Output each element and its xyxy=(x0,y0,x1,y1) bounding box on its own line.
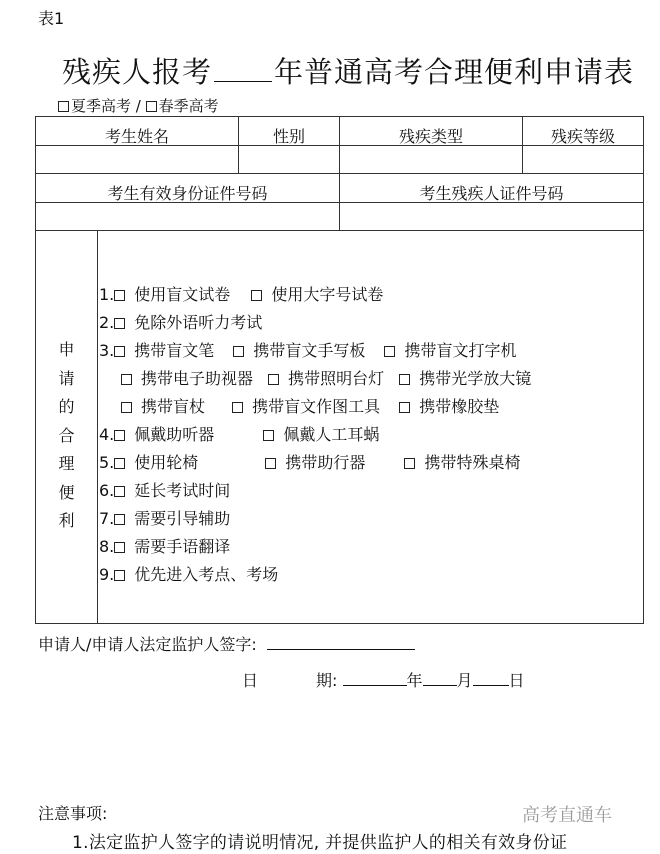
option-label: 携带盲文手写板 xyxy=(253,341,366,360)
option-label: 携带助行器 xyxy=(285,453,366,472)
table-border-bottom xyxy=(35,623,644,624)
option-label: 佩戴人工耳蜗 xyxy=(283,425,380,444)
option-label: 需要手语翻译 xyxy=(134,537,231,556)
option-label: 使用盲文试卷 xyxy=(134,285,231,304)
title-suffix: 年普通高考合理便利申请表 xyxy=(274,55,635,89)
disability-cert-field[interactable] xyxy=(340,203,643,230)
signature-label: 申请人/申请人法定监护人签字: xyxy=(38,635,257,654)
option-row-8 xyxy=(99,534,230,557)
checkbox[interactable] xyxy=(114,430,125,441)
section-label-char: 理 xyxy=(58,454,75,473)
col-divider xyxy=(97,230,98,623)
summer-label: 夏季高考 xyxy=(71,97,132,115)
checkbox[interactable] xyxy=(114,486,125,497)
option-label: 免除外语听力考试 xyxy=(134,313,263,332)
checkbox[interactable] xyxy=(114,542,125,553)
year-label: 年 xyxy=(406,671,423,690)
month-label: 月 xyxy=(456,671,473,690)
header-disability-type: 残疾类型 xyxy=(398,127,463,146)
header-disability-cert-number: 考生残疾人证件号码 xyxy=(419,184,564,203)
checkbox[interactable] xyxy=(114,514,125,525)
signature-row xyxy=(38,632,415,655)
option-number: 7. xyxy=(99,509,115,528)
option-row-3 xyxy=(99,338,517,361)
option-label: 需要引导辅助 xyxy=(134,509,231,528)
notes-heading: 注意事项: xyxy=(38,804,108,823)
day-label: 日 xyxy=(508,671,525,690)
section-label-char: 合 xyxy=(58,425,75,445)
option-label: 佩戴助听器 xyxy=(134,425,215,444)
spring-checkbox[interactable] xyxy=(146,101,157,112)
option-number: 3. xyxy=(99,341,115,360)
day-field[interactable] xyxy=(473,671,509,686)
checkbox[interactable] xyxy=(268,374,279,385)
gender-field[interactable] xyxy=(239,146,339,173)
section-label-char: 的 xyxy=(58,397,75,416)
id-number-field[interactable] xyxy=(36,203,339,230)
option-row-4 xyxy=(99,422,379,445)
date-row xyxy=(242,668,525,691)
option-label: 携带电子助视器 xyxy=(141,369,254,388)
section-label-char: 利 xyxy=(58,511,75,530)
option-row-3c xyxy=(121,394,499,417)
option-number: 9. xyxy=(99,565,115,584)
checkbox[interactable] xyxy=(251,290,262,301)
disability-type-field[interactable] xyxy=(340,146,522,173)
date-label-char: 日 xyxy=(242,671,259,690)
option-row-5 xyxy=(99,450,521,473)
checkbox[interactable] xyxy=(233,346,244,357)
option-label: 携带橡胶垫 xyxy=(419,397,500,416)
option-label: 携带盲杖 xyxy=(141,397,206,416)
table-number-label: 表1 xyxy=(38,9,65,28)
option-row-2 xyxy=(99,310,262,333)
title-prefix: 残疾人报考 xyxy=(62,55,213,89)
season-separator: / xyxy=(131,97,146,115)
checkbox[interactable] xyxy=(114,458,125,469)
checkbox[interactable] xyxy=(114,570,125,581)
checkbox[interactable] xyxy=(263,430,274,441)
signature-field[interactable] xyxy=(267,635,415,650)
option-row-9 xyxy=(99,562,278,585)
option-number: 2. xyxy=(99,313,115,332)
option-row-3b xyxy=(121,366,531,389)
section-label-char: 请 xyxy=(58,368,75,388)
note-item-1: 1.法定监护人签字的请说明情况, 并提供监护人的相关有效身份证 xyxy=(72,833,568,853)
option-number: 4. xyxy=(99,425,115,444)
header-gender: 性别 xyxy=(272,127,305,146)
table-border-right xyxy=(643,116,644,624)
option-label: 携带盲文笔 xyxy=(134,341,215,360)
section-label-accommodations xyxy=(36,336,97,536)
checkbox[interactable] xyxy=(399,374,410,385)
option-number: 8. xyxy=(99,537,115,556)
section-label-char: 便 xyxy=(58,482,75,502)
option-label: 携带光学放大镜 xyxy=(419,369,532,388)
name-field[interactable] xyxy=(36,146,238,173)
option-label: 携带照明台灯 xyxy=(288,369,385,388)
date-label-char: 期: xyxy=(316,671,338,690)
year-field[interactable] xyxy=(343,671,407,686)
page-title xyxy=(62,50,634,91)
season-selector xyxy=(58,95,219,116)
option-label: 使用轮椅 xyxy=(134,453,199,472)
option-label: 携带特殊桌椅 xyxy=(424,453,521,472)
header-disability-level: 残疾等级 xyxy=(550,127,615,146)
header-id-number: 考生有效身份证件号码 xyxy=(107,184,268,203)
option-row-1 xyxy=(99,282,383,305)
row-divider xyxy=(35,230,644,231)
checkbox[interactable] xyxy=(114,290,125,301)
checkbox[interactable] xyxy=(114,318,125,329)
option-label: 携带盲文打字机 xyxy=(404,341,517,360)
disability-level-field[interactable] xyxy=(523,146,643,173)
option-label: 携带盲文作图工具 xyxy=(252,397,381,416)
spring-label: 春季高考 xyxy=(158,97,219,115)
option-number: 1. xyxy=(99,285,115,304)
option-number: 6. xyxy=(99,481,115,500)
option-number: 5. xyxy=(99,453,115,472)
checkbox[interactable] xyxy=(232,402,243,413)
checkbox[interactable] xyxy=(121,402,132,413)
year-blank-field[interactable] xyxy=(214,55,272,82)
checkbox[interactable] xyxy=(404,458,415,469)
header-name: 考生姓名 xyxy=(104,127,169,146)
option-label: 延长考试时间 xyxy=(134,481,231,500)
option-label: 优先进入考点、考场 xyxy=(134,565,279,584)
checkbox[interactable] xyxy=(384,346,395,357)
summer-checkbox[interactable] xyxy=(58,101,69,112)
section-label-char: 申 xyxy=(58,340,75,359)
option-row-7 xyxy=(99,506,230,529)
checkbox[interactable] xyxy=(121,374,132,385)
checkbox[interactable] xyxy=(265,458,276,469)
month-field[interactable] xyxy=(423,671,457,686)
checkbox[interactable] xyxy=(399,402,410,413)
watermark: 高考直通车 xyxy=(522,805,612,826)
option-row-6 xyxy=(99,478,230,501)
checkbox[interactable] xyxy=(114,346,125,357)
option-label: 使用大字号试卷 xyxy=(271,285,384,304)
